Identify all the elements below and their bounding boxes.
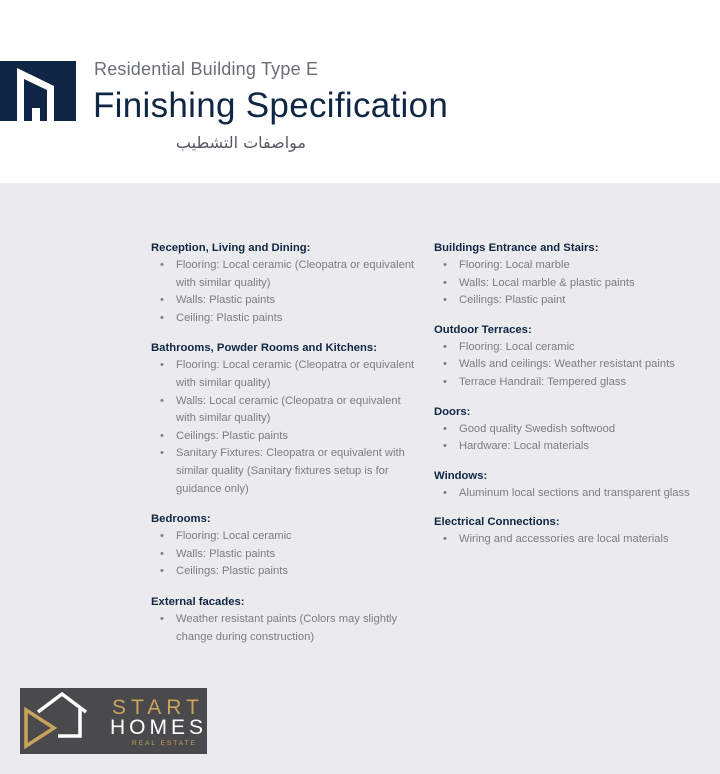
spec-item [434, 485, 709, 503]
spec-section [434, 468, 709, 503]
spec-item-text: Walls: Local marble & plastic paints [459, 276, 635, 289]
spec-item [434, 257, 709, 275]
bullet-icon: • [160, 530, 164, 543]
bullet-icon: • [443, 486, 447, 499]
spec-item-text: Flooring: Local ceramic (Cleopatra or equivalent with similar quality) [176, 359, 415, 389]
section-title: Buildings Entrance and Stairs: [434, 242, 599, 254]
spec-item [151, 257, 416, 292]
spec-item [434, 374, 709, 392]
spec-item-text: Weather resistant paints (Colors may slightly change during construction) [176, 612, 398, 643]
spec-item-text: Hardware: Local materials [459, 440, 589, 453]
spec-item [434, 339, 709, 357]
spec-item-text: Wiring and accessories are local materials [459, 533, 669, 546]
bullet-icon: • [443, 259, 447, 271]
spec-list [434, 257, 709, 310]
section-title: Bedrooms: [151, 513, 211, 526]
spec-item [151, 428, 416, 446]
bullet-icon: • [443, 422, 447, 435]
spec-item-text: Ceilings: Plastic paints [176, 565, 288, 578]
spec-item [151, 546, 416, 564]
page-title: Finishing Specification [93, 86, 449, 125]
spec-item [434, 292, 709, 310]
arabic-title: مواصفات التشطيب [175, 133, 306, 152]
bullet-icon: • [443, 294, 447, 307]
spec-list [151, 257, 416, 327]
spec-section [151, 240, 416, 327]
spec-item-text: Flooring: Local ceramic [176, 530, 292, 543]
spec-item [434, 531, 709, 549]
spec-item-text: Walls: Local ceramic (Cleopatra or equivalent with similar quality) [176, 394, 401, 425]
section-title: External facades: [151, 595, 245, 608]
spec-section [151, 511, 416, 581]
spec-item [151, 563, 416, 581]
spec-item-text: Good quality Swedish softwood [459, 422, 616, 435]
section-title: Outdoor Terraces: [434, 323, 532, 336]
bullet-icon: • [160, 359, 164, 372]
bullet-icon: • [443, 358, 447, 371]
spec-item-text: Flooring: Local ceramic [459, 340, 575, 353]
spec-item-text: Flooring: Local marble [459, 259, 570, 271]
building-logo-icon [0, 61, 76, 121]
spec-list [151, 611, 416, 646]
spec-item-text: Terrace Handrail: Tempered glass [459, 375, 627, 388]
section-title: Windows: [434, 469, 488, 482]
spec-item [151, 357, 416, 392]
bullet-icon: • [443, 375, 447, 388]
bullet-icon: • [160, 429, 164, 442]
bullet-icon: • [160, 547, 164, 560]
spec-item [151, 292, 416, 310]
spec-item-text: Flooring: Local ceramic (Cleopatra or equivalent with similar quality) [176, 259, 415, 289]
spec-item-text: Aluminum local sections and transparent glass [459, 486, 690, 499]
bullet-icon: • [443, 533, 447, 546]
bullet-icon: • [160, 311, 164, 324]
spec-section [434, 514, 709, 549]
bullet-icon: • [443, 440, 447, 453]
bullet-icon: • [160, 394, 164, 407]
spec-item [151, 611, 416, 646]
spec-item-text: Ceiling: Plastic paints [176, 311, 283, 324]
spec-section [151, 594, 416, 646]
section-title: Electrical Connections: [434, 516, 560, 529]
bullet-icon: • [160, 565, 164, 578]
bullet-icon: • [160, 447, 164, 460]
spec-item [151, 393, 416, 428]
brand-tagline: REAL ESTATE [132, 740, 197, 747]
header [0, 0, 720, 183]
bullet-icon: • [160, 612, 164, 625]
bullet-icon: • [160, 259, 164, 271]
section-title: Doors: [434, 405, 471, 418]
spec-section [434, 404, 709, 456]
spec-item [434, 356, 709, 374]
spec-item [151, 528, 416, 546]
spec-list [434, 339, 709, 392]
spec-item-text: Walls: Plastic paints [176, 547, 276, 560]
spec-item-text: Ceilings: Plastic paint [459, 294, 566, 307]
right-column [434, 240, 709, 561]
spec-section [151, 340, 416, 498]
bullet-icon: • [443, 276, 447, 289]
spec-section [434, 322, 709, 392]
spec-list [434, 421, 709, 456]
section-title: Bathrooms, Powder Rooms and Kitchens: [151, 342, 377, 355]
spec-item-text: Sanitary Fixtures: Cleopatra or equivalent with similar quality (Sanitary fixtures setup is for guidance only) [176, 447, 405, 495]
spec-item-text: Walls: Plastic paints [176, 294, 276, 307]
page-subtitle: Residential Building Type E [94, 59, 319, 79]
house-play-logo-icon [20, 688, 110, 754]
spec-item [151, 310, 416, 328]
brand-word-homes: HOMES [110, 716, 208, 739]
brand-word-start: START [112, 696, 204, 719]
bullet-icon: • [160, 294, 164, 307]
left-column [151, 240, 416, 659]
spec-item-text: Walls and ceilings: Weather resistant paints [459, 358, 675, 371]
spec-list [434, 485, 709, 503]
bullet-icon: • [443, 340, 447, 353]
section-title: Reception, Living and Dining: [151, 242, 311, 254]
spec-list [434, 531, 709, 549]
spec-item-text: Ceilings: Plastic paints [176, 429, 288, 442]
spec-item [434, 275, 709, 293]
spec-item [434, 421, 709, 439]
spec-item [434, 438, 709, 456]
spec-list [151, 528, 416, 581]
brand-watermark [20, 688, 207, 754]
spec-list [151, 357, 416, 498]
spec-item [151, 445, 416, 498]
spec-section [434, 240, 709, 310]
